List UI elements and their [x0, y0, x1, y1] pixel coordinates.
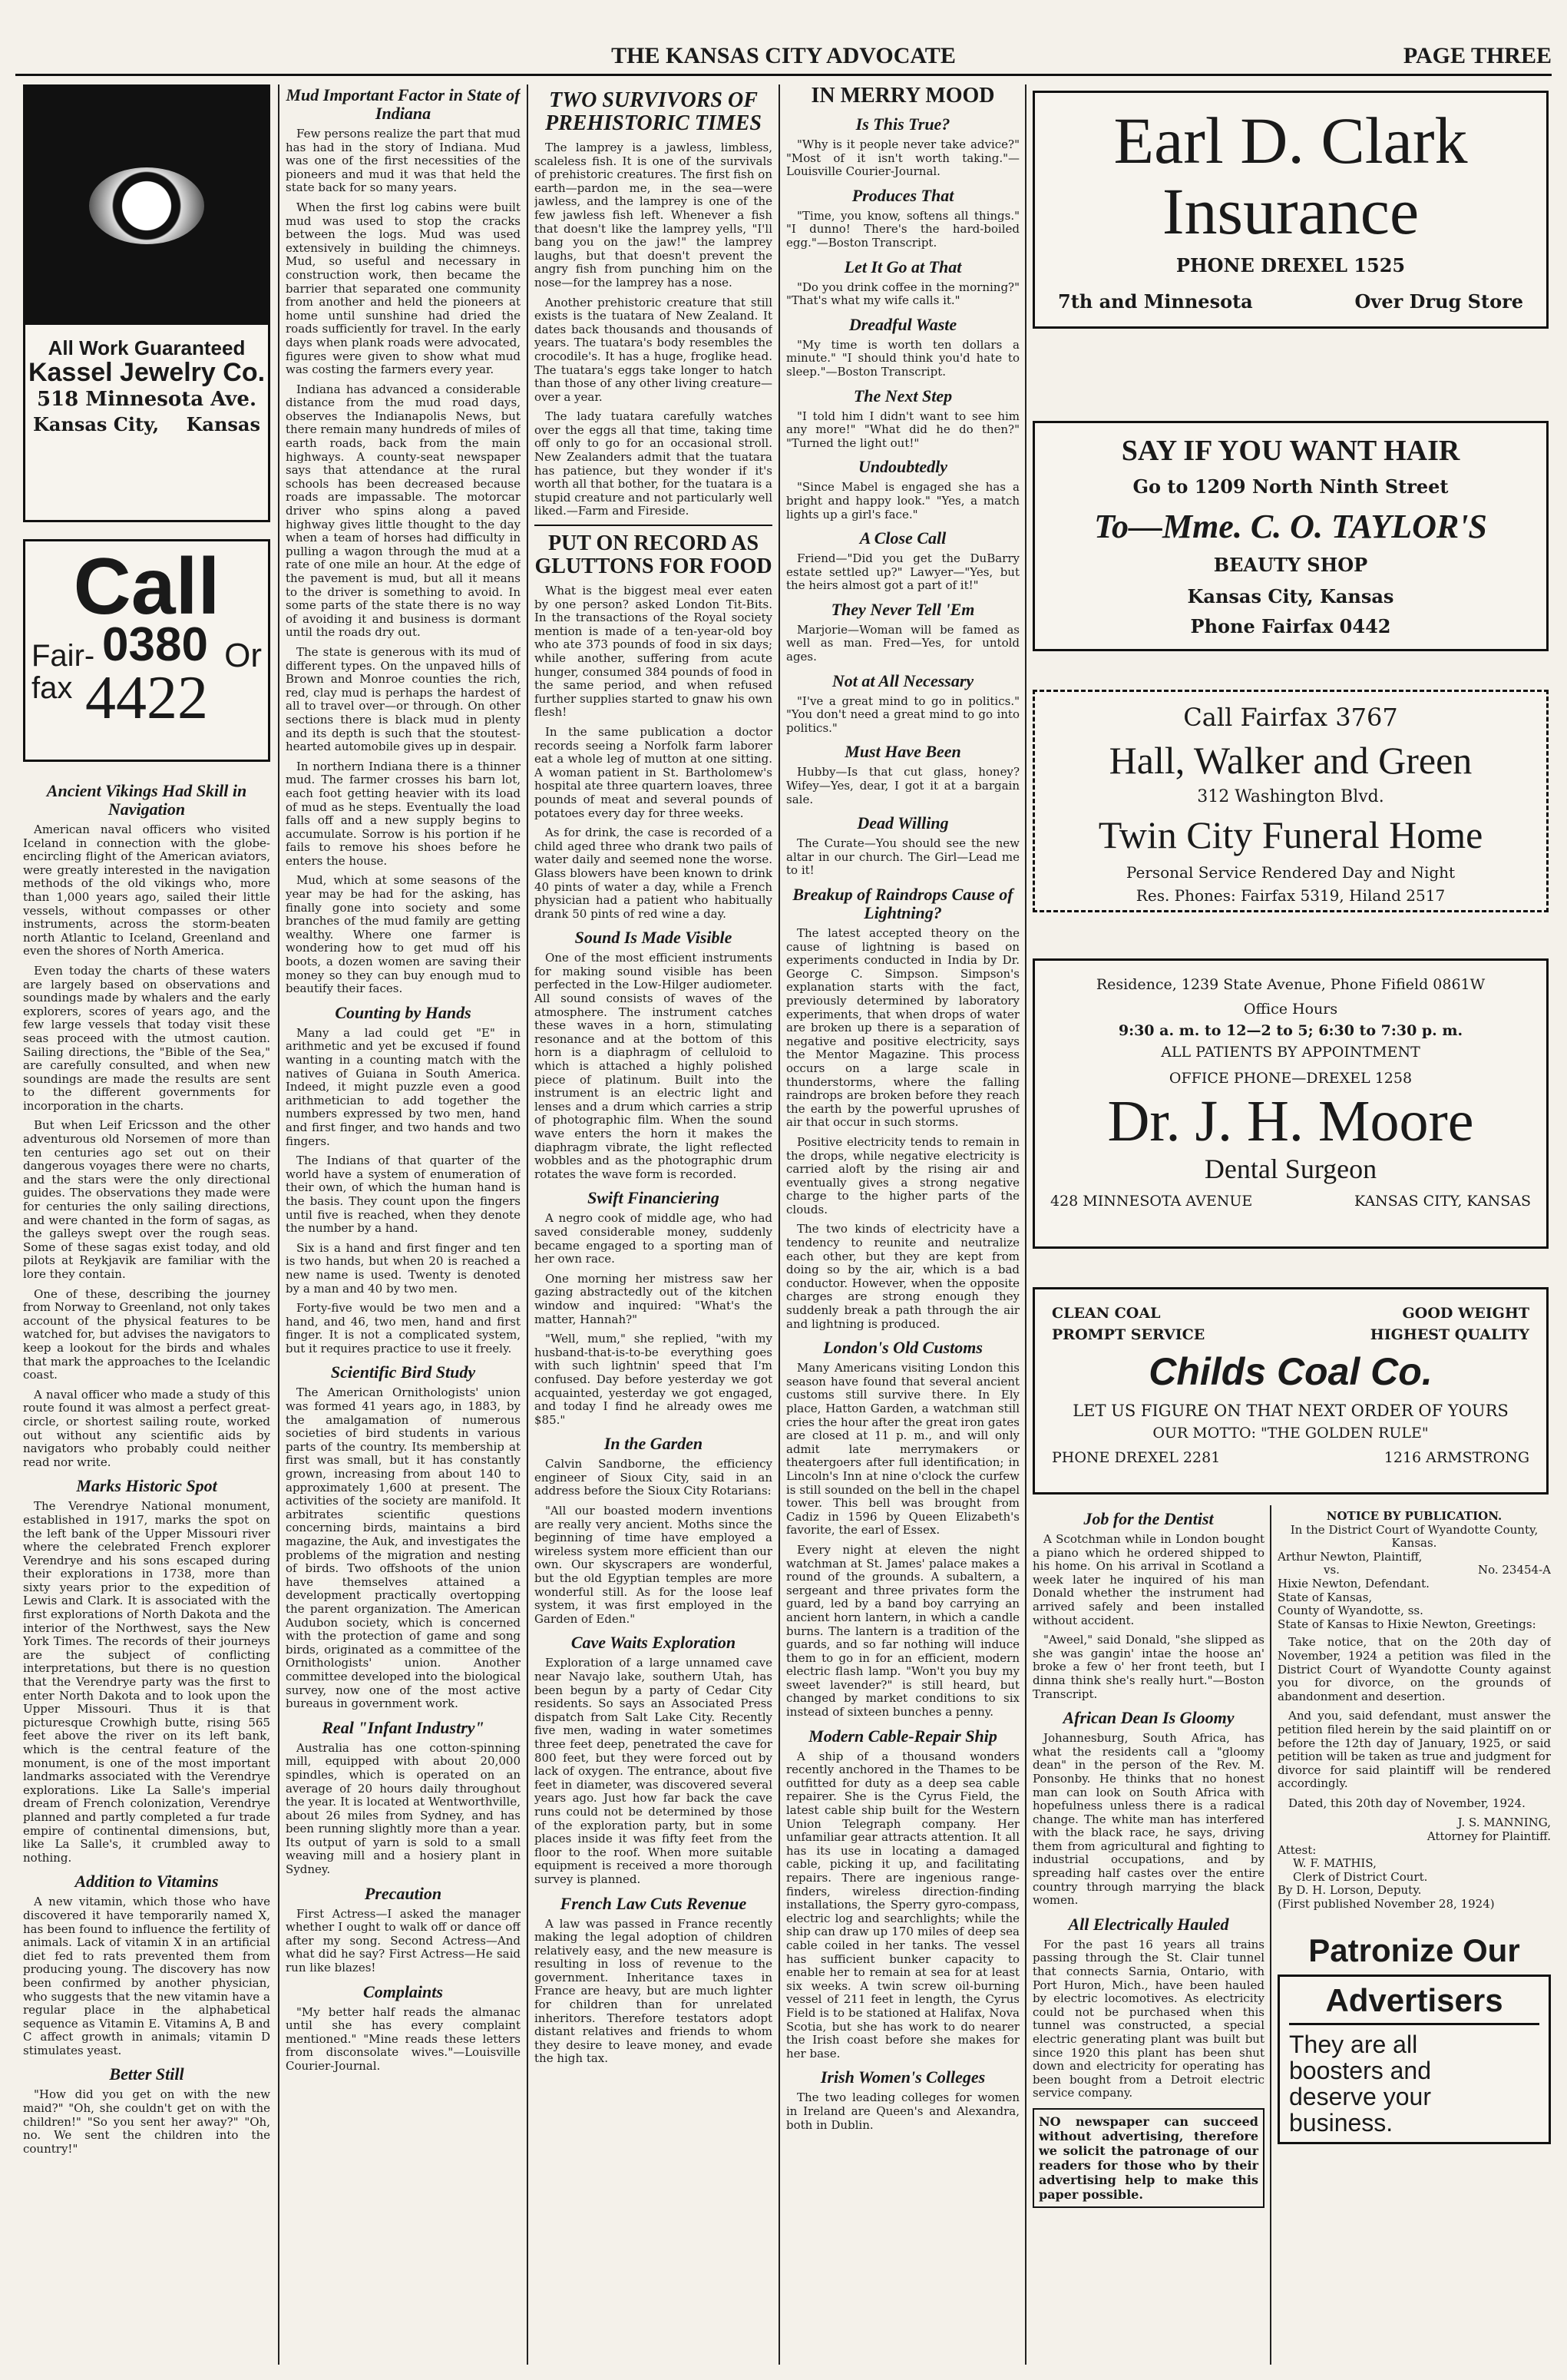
- joke-text: "Time, you know, softens all things." "I dunno! There's the hard-boiled egg."—Boston Transcript.: [786, 208, 1020, 250]
- article-paragraph: Mud, which at some seasons of the year may be had for the asking, has finally gone into society and some branches of the mud family are getting wealthy. Where one farmer is wondering how to get mud off his boots, a dozen women are saving their money so they can buy enough mud to beautify their faces.: [286, 873, 521, 996]
- ad-phone: Res. Phones: Fairfax 5319, Hiland 2517: [1136, 886, 1446, 905]
- masthead: [15, 43, 1552, 76]
- article-headline: Modern Cable-Repair Ship: [808, 1726, 997, 1746]
- notice-line: Arthur Newton, Plaintiff,: [1278, 1549, 1423, 1564]
- ad-phone: PHONE DREXEL 2281: [1052, 1449, 1221, 1466]
- article-paragraph: One morning her mistress saw her gazing abstractedly out of the kitchen window and inquired: "What's the matter, Hannah?": [534, 1271, 772, 1326]
- ad-line: Office Hours: [1243, 1001, 1338, 1018]
- article-paragraph: "My better half reads the almanac until she has every complaint mentioned." "Mine reads these letters from disconsolate wives."—Louisville Courier-Journal.: [286, 2004, 521, 2073]
- article-headline: Counting by Hands: [335, 1002, 471, 1022]
- notice-title: NOTICE BY PUBLICATION.: [1326, 1510, 1503, 1523]
- notice-by-publication: [1278, 1510, 1551, 2365]
- notice-paragraph: Take notice, that on the 20th day of November, 1924 a petition was filed in the District Court of Wyandotte County against you for divorce, on the grounds of abandonment and desertion.: [1278, 1635, 1551, 1703]
- column-3: [534, 84, 772, 2365]
- joke-headline: The Next Step: [853, 386, 953, 405]
- article-headline: All Electrically Hauled: [1068, 1914, 1229, 1934]
- attest: W. F. MATHIS,: [1293, 1856, 1377, 1871]
- column-2: [286, 84, 521, 2365]
- article-headline: TWO SURVIVORS OF PREHISTORIC TIMES: [545, 88, 762, 135]
- ad-name: Twin City Funeral Home: [1098, 813, 1483, 856]
- ad-line: BEAUTY SHOP: [1213, 554, 1368, 576]
- article-headline: Precaution: [364, 1883, 442, 1903]
- article-paragraph: "Aweel," said Donald, "she slipped as she was gangin' intae the hoose an' broke a few o' her front teeth, but I dinna think she's really hurt."—Boston Transcript.: [1033, 1633, 1265, 1701]
- ad-line: ALL PATIENTS BY APPOINTMENT: [1161, 1044, 1420, 1061]
- ad-line: deserve your: [1289, 2082, 1431, 2110]
- joke-text: "Do you drink coffee in the morning?" "That's what my wife calls it.": [786, 280, 1020, 308]
- phone-number-1: 0380: [102, 618, 208, 671]
- article-paragraph: What is the biggest meal ever eaten by one person? asked London Tit-Bits. In the transactions of the Royal society mention is made of a ten-year-old boy who ate 373 pounds of food in six days; while another, suffering from acute hunger, consumed 384 pounds of food in the same period, and when refused further supplies started to gnaw his own flesh!: [534, 584, 772, 720]
- joke-headline: They Never Tell 'Em: [831, 599, 975, 619]
- article-headline: Complaints: [363, 1981, 443, 2001]
- ad-address: 312 Washington Blvd.: [1197, 787, 1384, 806]
- ad-line: Go to 1209 North Ninth Street: [1132, 475, 1449, 498]
- attest: (First published November 28, 1924): [1278, 1897, 1495, 1912]
- column-1: [23, 84, 270, 2365]
- attest: Attest:: [1278, 1842, 1317, 1857]
- ad-location: KANSAS CITY, KANSAS: [1354, 1193, 1531, 1210]
- article-headline: Ancient Vikings Had Skill in Navigation: [46, 781, 247, 819]
- article-headline: Real "Infant Industry": [322, 1717, 484, 1737]
- article-headline: Irish Women's Colleges: [820, 2067, 986, 2087]
- ad-city: Kansas City,: [33, 412, 160, 435]
- ad-line: Personal Service Rendered Day and Night: [1126, 863, 1456, 882]
- paper-name: THE KANSAS CITY ADVOCATE: [611, 43, 956, 68]
- signature: J. S. MANNING,: [1457, 1816, 1551, 1830]
- article-paragraph: Johannesburg, South Africa, has what the residents call a "gloomy dean" in the person of the Rev. M. Ponsonby. He thinks that no honest man can look on South Africa with hopefulness unless there is a radical change. The white man has interfered with the black race, he says, driving them from agricultural and fighting to industrial occupations, and by spreading half castes over the entire country through marrying the black women.: [1033, 1731, 1265, 1908]
- eye-graphic: [25, 87, 268, 325]
- patronize-ad: [1278, 1975, 1551, 2144]
- ad-line: OUR MOTTO: "THE GOLDEN RULE": [1152, 1425, 1429, 1442]
- ad-line: business.: [1289, 2108, 1393, 2137]
- article-headline: Cave Waits Exploration: [570, 1633, 736, 1653]
- article-paragraph: "How did you get on with the new maid?" "Oh, she couldn't get on with the children!" "So you sent her away?" "Oh, no. We sent the children into the country!": [23, 2087, 270, 2156]
- column-5: [1033, 1510, 1265, 2365]
- attest: By D. H. Lorson, Deputy.: [1278, 1883, 1422, 1898]
- article-paragraph: Exploration of a large unnamed cave near Navajo lake, southern Utah, has been begun by a party of Cedar City residents. So says an Associated Press dispatch from Salt Lake City. Recently five men, wading in water sometimes three feet deep, penetrated the cave for 800 feet, but they were forced out by lack of oxygen. The entrance, about five feet in diameter, was discovered several years ago. Just how far back the cave runs could not be determined by those of the exploration party, but in some places inside it was fifty feet from the floor to the roof. When more suitable equipment is received a more thorough survey is planned.: [534, 1656, 772, 1886]
- joke-text: Friend—"Did you get the DuBarry estate settled up?" Lawyer—"Yes, but the heirs almost got a part of it!": [786, 551, 1020, 593]
- article-paragraph: As for drink, the case is recorded of a child aged three who drank two pails of water daily and seemed none the worse. Glass blowers have been known to drink 40 pints of water a day, while a French physician had a patient who habitually drank 50 pints of red wine a day.: [534, 826, 772, 921]
- joke-text: "Since Mabel is engaged she has a bright and happy look." "Yes, a match lights up a girl's face.": [786, 480, 1020, 521]
- article-paragraph: The latest accepted theory on the cause of lightning is based on experiments conducted in India by Dr. George C. Simpson. Simpson's explanation starts with the fact, previously determined by laboratory experiments, that when drops of water are broken up there is a separation of negative and positive electricity, says the Mentor Magazine. This process occurs on a large scale in thunderstorms, where the falling raindrops are broken before they reach the earth by the powerful uprushes of air that occur in such storms.: [786, 926, 1020, 1130]
- joke-headline: A Close Call: [859, 528, 947, 548]
- article-paragraph: Calvin Sandborne, the efficiency engineer of Sioux City, said in an address before the Sioux City Rotarians:: [534, 1457, 772, 1498]
- article-paragraph: One of these, describing the journey from Norway to Greenland, not only takes account of the physical features to be watched for, but advises the navigators to keep a lookout for the birds and whales that mark the approaches to the Icelandic coast.: [23, 1286, 270, 1382]
- ad-line: Kansas City, Kansas: [1187, 585, 1394, 607]
- article-headline: Sound Is Made Visible: [574, 928, 732, 948]
- notice-line: vs.: [1324, 1563, 1340, 1577]
- article-paragraph: The Indians of that quarter of the world have a system of enumeration of their own, of which the human hand is the basis. They count upon the fingers until five is reached, when they denote the number by a hand.: [286, 1154, 521, 1236]
- eye-icon: [89, 167, 204, 244]
- ad-name: Childs Coal Co.: [1149, 1350, 1433, 1393]
- article-paragraph: Even today the charts of these waters are largely based on observations and soundings made by whalers and the early explorers, scores of years ago, and the few large vessels that today visit these seas proceed with the utmost caution. Sailing directions, the "Bible of the Sea," are carefully consulted, and when new soundings are made the results are sent to the different governments for incorporation in the charts.: [23, 963, 270, 1113]
- joke-headline: Produces That: [851, 185, 954, 205]
- article-headline: Mud Important Factor in State of Indiana: [286, 85, 521, 123]
- article-paragraph: Another prehistoric creature that still exists is the tuatara of New Zealand. It dates back thousands and thousands of years. The tuatara's body resembles the crocodile's. It has a huge, froglike head. The tuatara's eggs take longer to hatch than those of any other living creature—over a year.: [534, 295, 772, 404]
- article-paragraph: Many Americans visiting London this season have found that several ancient customs still survive there. In Ely place, Hatton Garden, a watchman still cries the hour after the great iron gates are closed at 11 p. m., and will only admit late merrymakers or theatergoers after full identification; in Lincoln's Inn at nine o'clock the curfew is still sounded on the bell in the chapel tower. This bell was brought from Cadiz in 1596 by Queen Elizabeth's favorite, the earl of Essex.: [786, 1361, 1020, 1538]
- article-paragraph: One of the most efficient instruments for making sound visible has been perfected in the Low-Hilger audiometer. All sound consists of waves of the atmosphere. The instrument catches these waves in a horn, stimulating resonance and at the bottom of this horn is a diaphragm of celluloid to which is attached a highly polished piece of platinum. Built into the instrument is an electric light and lenses and a drum which carries a strip of photographic film. When the sound wave enters the horn it makes the diaphragm vibrate, the light reflected wobbles and as the photographic drum rotates the wave form is recorded.: [534, 951, 772, 1181]
- article-headline: Swift Financiering: [587, 1188, 719, 1208]
- article-paragraph: A Scotchman while in London bought a piano which he ordered shipped to his home. On his arrival in Scotland a week later he inquired of his man Donald whether the instrument had arrived safely and been installed without accident.: [1033, 1532, 1265, 1627]
- joke-headline: Dead Willing: [857, 813, 949, 833]
- article-paragraph: The Verendrye National monument, established in 1917, marks the spot on the left bank of the Upper Missouri river where the celebrated French explorer Verendrye and his sons escaped during their explorations in 1738, more than sixty years prior to the expedition of Lewis and Clark. It is associated with the first explorations of North Dakota and the interior of the Northwest, says the New York Times. The records of their journeys are the subject of conflicting interpretations, but there is no question that the Verendrye party was the first to enter North Dakota and to look upon the Upper Missouri. Thus it is that picturesque Crowhigh butte, rising 565 feet above the river on its left bank, which is the central feature of the monument, is one of the most important landmarks associated with the Verendrye explorations. Like La Salle's imperial dream of French colonization, Verendrye planned and partly completed a fur trade empire of continental dimensions, but, like La Salle's, it crumbled away to nothing.: [23, 1499, 270, 1865]
- column-rule: [278, 84, 279, 2365]
- ad-line: LET US FIGURE ON THAT NEXT ORDER OF YOURS: [1073, 1402, 1509, 1420]
- ad-company: Kassel Jewelry Co.: [28, 357, 266, 387]
- joke-headline: Is This True?: [855, 114, 950, 134]
- notice-line: Hixie Newton, Defendant.: [1278, 1576, 1430, 1591]
- ad-address: 428 MINNESOTA AVENUE: [1050, 1193, 1253, 1210]
- call-fairfax-ad: [23, 539, 270, 762]
- article-headline: African Dean Is Gloomy: [1063, 1708, 1235, 1728]
- fax-word: fax: [31, 671, 73, 705]
- article-paragraph: Every night at eleven the night watchman at St. James' palace makes a round of the grounds. A subaltern, a sergeant and three privates form the guard, led by a band boy carrying an ancient horn lantern, in which a candle burns. The lantern is a tradition of the guards, and so far nothing will induce them to go in for an efficient, modern electric flash lamp. "Won't you buy my sweet lavender?" is still heard, but changed by market conditions to six instead of sixteen bunches a penny.: [786, 1542, 1020, 1720]
- ad-line: They are all: [1289, 2030, 1418, 2058]
- attest: Clerk of District Court.: [1293, 1869, 1428, 1884]
- page-number: PAGE THREE: [1403, 43, 1552, 68]
- clark-insurance-ad: [1033, 91, 1549, 329]
- ad-line: SAY IF YOU WANT HAIR: [1121, 435, 1460, 467]
- article-paragraph: But when Leif Ericsson and the other adventurous old Norsemen of more than ten centuries ago set out on their dangerous voyages there were no charts, and the stars were the only directional guides. The observations they made were for centuries the only sailing directions, and were chanted in the form of sagas, as the galleys swept over the rough seas. Some of these sagas exist today, and old pilots at Reykjavik are familiar with the lore they contain.: [23, 1118, 270, 1281]
- newspaper-advertising-note: NO newspaper can succeed without advertising, therefore we solicit the patronage of our readers for those who by their advertising help to make this paper possible.: [1033, 2108, 1265, 2208]
- article-paragraph: American naval officers who visited Iceland in connection with the globe-encircling flight of the American aviators, were greatly interested in the navigation methods of the old vikings who, more than 1,000 years ago, sailed their little vessels, without compasses or other instruments, across the storm-beaten north Atlantic to Iceland, Greenland and even the shores of North America.: [23, 823, 270, 958]
- column-rule: [527, 84, 528, 2365]
- column-4: [786, 84, 1020, 2365]
- section-title: IN MERRY MOOD: [811, 84, 995, 108]
- dentist-ad: [1033, 958, 1549, 1249]
- notice-paragraph: Dated, this 20th day of November, 1924.: [1288, 1796, 1526, 1810]
- article-paragraph: Few persons realize the part that mud has had in the story of Indiana. Mud was one of the first necessities of the pioneers and mud it was that held the state back for so many years.: [286, 127, 521, 195]
- ad-phone: OFFICE PHONE—DREXEL 1258: [1169, 1070, 1413, 1087]
- article-paragraph: Six is a hand and first finger and ten is two hands, but when 20 is reached a new name is used. Twenty is denoted by a man and 40 by two men.: [286, 1240, 521, 1296]
- article-paragraph: The American Ornithologists' union was formed 41 years ago, in 1883, by the amalgamation of numerous societies of bird students in various parts of the country. Its membership at first was small, but it has constantly grown, increasing from about 140 to approximately 1,600 at present. The activities of the society are manifold. It arbitrates scientific questions concerning birds, maintains a bird magazine, the Auk, and investigates the problems of the migration and nesting of birds. Two offshoots of the union have themselves attained a development practically overtopping the parent organization. The American Audubon society, which is concerned with the protection of game and song birds, originated as a committee of the Ornithologists' union. Another committee developed into the biological survey, now one of the most active bureaus in government work.: [286, 1385, 521, 1711]
- article-paragraph: The lamprey is a jawless, limbless, scaleless fish. It is one of the survivals of prehistoric creatures. The first fish on earth—pardon me, in the sea—were jawless, and the lamprey is one of the few jawless fish left. Whenever a fish that doesn't like the lamprey yells, "I'll bang you on the jaw!" the lamprey laughs, but that doesn't prevent the angry fish from punching him on the nose—for the lamprey has a nose.: [534, 141, 772, 290]
- ad-line: HIGHEST QUALITY: [1370, 1326, 1529, 1343]
- ad-line: boosters and: [1289, 2056, 1432, 2084]
- article-paragraph: First Actress—I asked the manager whether I ought to walk off or dance off after my song. Second Actress—And what did he say? First Actress—He said run like blazes!: [286, 1906, 521, 1975]
- ad-line: PROMPT SERVICE: [1052, 1326, 1205, 1343]
- article-headline: Addition to Vitamins: [74, 1872, 219, 1892]
- joke-headline: Undoubtedly: [858, 457, 948, 477]
- ad-line: GOOD WEIGHT: [1402, 1305, 1529, 1322]
- advertisers-word: Advertisers: [1289, 1983, 1539, 2025]
- article-paragraph: The lady tuatara carefully watches over the eggs all that time, taking time off only to go for an occasional stroll. New Zealanders admit that the tuatara has patience, but they wonder if it's worth all that bother, for the tuatara is a stupid creature and not particularly well liked.—Farm and Fireside.: [534, 409, 772, 518]
- article-paragraph: The state is generous with its mud of different types. On the unpaved hills of Brown and Monroe counties the rich, red, clay mud is perhaps the hardest of all to travel over—or through. On other sections there is black mud in plenty and its depth is such that the stoutest-hearted automobile gives up in despair.: [286, 644, 521, 754]
- joke-text: Marjorie—Woman will be famed as well as man. Fred—Yes, for untold ages.: [786, 622, 1020, 664]
- article-paragraph: A new vitamin, which those who have discovered it have temporarily named X, has been found to influence the fertility of animals. Lack of vitamin X in an artificial diet fed to rats prevented them from producing young. The discovery has now been confirmed by another physician, who suggests that the new vitamin have a regular place in the alphabetical sequence as Vitamin E. Vitamins A, B and C affect growth in animals; vitamin D stimulates yeast.: [23, 1895, 270, 2057]
- article-headline: Job for the Dentist: [1083, 1510, 1214, 1528]
- joke-text: "My time is worth ten dollars a minute." "I should think you'd hate to sleep."—Boston Transcript.: [786, 337, 1020, 379]
- joke-text: "I've a great mind to go in politics." "You don't need a great mind to go into politics.": [786, 693, 1020, 735]
- article-paragraph: A ship of a thousand wonders recently anchored in the Thames to be outfitted for duty as a deep sea cable repairer. She is the Cyrus Field, the latest cable ship built for the Western Union Telegraph company. Her unfamiliar gear attracts attention. It all has its use in locating a damaged cable, picking it up, and facilitating repairs. There are ingenious range-finders, wireless direction-finding installations, the Sperry gyro-compass, electric log and searchlights; while the ship can draw up 170 miles of deep sea cable coiled in her tanks. The vessel has sufficient bunker capacity to enable her to remain at sea for at least six weeks. A twin screw oil-burning vessel of 211 feet in length, the Cyrus Field is to be stationed at Halifax, Nova Scotia, but she has work to do nearer the Irish coast before she makes for her base.: [786, 1749, 1020, 2061]
- joke-text: "Why is it people never take advice?" "Most of it isn't worth taking."—Louisville Courier-Journal.: [786, 137, 1020, 179]
- article-paragraph: A naval officer who made a study of this route found it was almost a perfect great-circle, or shortest sailing route, worked out without any scientific aids by navigators who probably could neither read nor write.: [23, 1387, 270, 1469]
- ad-address: 7th and Minnesota: [1058, 290, 1253, 313]
- ad-line: All Work Guaranteed: [48, 336, 246, 359]
- signature: Attorney for Plaintiff.: [1426, 1829, 1551, 1844]
- article-paragraph: The two leading colleges for women in Ireland are Queen's and Alexandra, both in Dublin.: [786, 2090, 1020, 2132]
- article-paragraph: In northern Indiana there is a thinner mud. The farmer crosses his barn lot, each foot getting heavier with its load of mud as he steps. Eventually the load falls off and a new supply begins to accumulate. Sorrow is his portion if he fails to remove his shoes before he enters the house.: [286, 759, 521, 868]
- article-paragraph: In the same publication a doctor records seeing a Norfolk farm laborer eat a whole leg of mutton at one sitting. A woman patient in St. Bartholomew's hospital ate three quartern loaves, three pounds of meat and several pounds of potatoes every day for three weeks.: [534, 724, 772, 820]
- article-paragraph: A law was passed in France recently making the legal adoption of children relatively easy, and the new measure is resulting in loss of revenue to the government. Inheritance taxes in France are heavy, but are much lighter for children than for unrelated inheritors. Therefore testators adopt distant relatives and friends to whom they desire to leave money, and evade the high tax.: [534, 1916, 772, 2066]
- fair-word: Fair-: [31, 639, 95, 673]
- article-paragraph: Forty-five would be two men and a hand, and 46, two men, hand and first finger. It is not a complicated system, but it requires practice to use it freely.: [286, 1301, 521, 1356]
- ad-name: Hall, Walker and Green: [1109, 739, 1473, 782]
- column-rule: [1270, 1505, 1271, 2365]
- ad-name: Dr. J. H. Moore: [1107, 1089, 1474, 1154]
- ad-phone: PHONE DREXEL 1525: [1175, 254, 1406, 276]
- taylor-beauty-ad: [1033, 421, 1549, 651]
- kassel-jewelry-ad: [23, 84, 270, 522]
- ad-line: Residence, 1239 State Avenue, Phone Fifield 0861W: [1096, 976, 1486, 993]
- article-paragraph: A negro cook of middle age, who had saved considerable money, suddenly became engaged to a sporting man of her own race.: [534, 1211, 772, 1266]
- notice-line: In the District Court of Wyandotte County, Kansas.: [1290, 1522, 1539, 1551]
- article-headline: French Law Cuts Revenue: [560, 1893, 747, 1913]
- joke-headline: Must Have Been: [845, 742, 961, 762]
- ad-location: Over Drug Store: [1354, 290, 1523, 313]
- ad-state: Kansas: [186, 412, 260, 435]
- ad-title: Insurance: [1162, 174, 1420, 248]
- ad-address: 1216 ARMSTRONG: [1384, 1449, 1529, 1466]
- phone-number-2: 4422: [85, 664, 208, 732]
- ad-line: 9:30 a. m. to 12—2 to 5; 6:30 to 7:30 p. m.: [1118, 1022, 1463, 1039]
- joke-headline: Not at All Necessary: [831, 670, 974, 690]
- article-headline: Breakup of Raindrops Cause of Lightning?: [792, 885, 1013, 922]
- article-headline: London's Old Customs: [823, 1338, 983, 1358]
- article-headline: In the Garden: [603, 1434, 703, 1454]
- column-rule: [1025, 84, 1026, 2365]
- ad-address: 518 Minnesota Ave.: [36, 388, 257, 412]
- case-number: No. 23454-A: [1477, 1563, 1551, 1577]
- ad-name: Earl D. Clark: [1113, 104, 1468, 177]
- article-paragraph: The two kinds of electricity have a tendency to reunite and neutralize each other, but they are kept from doing so by the air, which is a bad conductor. However, when the opposite charges are strong enough they suddenly break a path through the air and lightning is produced.: [786, 1222, 1020, 1331]
- childs-coal-ad: [1033, 1287, 1549, 1495]
- joke-headline: Let It Go at That: [844, 257, 962, 276]
- notice-line: State of Kansas to Hixie Newton, Greetings:: [1278, 1617, 1536, 1631]
- column-rule: [779, 84, 780, 2365]
- call-word: Call: [73, 542, 220, 631]
- ad-phone: Phone Fairfax 0442: [1190, 615, 1391, 637]
- article-paragraph: When the first log cabins were built mud was used to stop the cracks between the logs. Mud was used extensively in building the chimneys. Mud, so useful and necessary in construction work, then became the barrier that separated one community from another and held the pioneers at home until sunshine had dried the roads sufficiently for travel. In the early days when plank roads were advocated, figures were given to show what mud was costing the farmers every year.: [286, 200, 521, 377]
- article-paragraph: Indiana has advanced a considerable distance from the mud road days, observes the Indianapolis News, but there remain many hundreds of miles of earth roads, back from the main highways. A county-seat newspaper says that attendance at the rural schools has been decreased because roads are impassable. The motorcar driver who spins along a paved highway gives little thought to the day when a team of horses had difficulty in pulling a wagon through the mud at a rate of one mile an hour. At the edge of the pavement is mud, but all it means to the driver is something to avoid. In some parts of the state there is no way of avoiding it and business is dormant until the roads dry out.: [286, 382, 521, 640]
- article-paragraph: "All our boasted modern inventions are really very ancient. Moths since the beginning of time have employed a wireless system more efficient than our own. Our skyscrapers are wonderful, but the old Egyptian temples are more wonderful still. As for the loose leaf system, it was first employed in the Garden of Eden.": [534, 1504, 772, 1626]
- notice-line: County of Wyandotte, ss.: [1278, 1604, 1423, 1618]
- article-paragraph: Positive electricity tends to remain in the drops, while negative electricity is carried aloft by the rising air and eventually gives a strong negative charge to the higher parts of the clouds.: [786, 1134, 1020, 1216]
- or-word: Or: [224, 637, 262, 674]
- article-paragraph: For the past 16 years all trains passing through the St. Clair tunnel that connects Sarnia, Ontario, with Port Huron, Mich., have been hauled by electric locomotives. As electricity could not be purchased when this tunnel was constructed, a special electric generating plant was built but since 1920 this plant has been shut down and electricity for operating has been bought from a Detroit electric service company.: [1033, 1937, 1265, 2100]
- joke-text: The Curate—You should see the new altar in our church. The Girl—Lead me to it!: [786, 836, 1020, 878]
- article-headline: Marks Historic Spot: [76, 1476, 217, 1496]
- patronize-headline: Patronize Our: [1308, 1931, 1520, 1968]
- joke-text: Hubby—Is that cut glass, honey? Wifey—Yes, dear, I got it at a bargain sale.: [786, 765, 1020, 806]
- article-headline: PUT ON RECORD AS GLUTTONS FOR FOOD: [534, 525, 772, 578]
- article-paragraph: Australia has one cotton-spinning mill, equipped with about 20,000 spindles, which is operated on an average of 20 hours daily throughout the year. It is located at Wentworthville, about 26 miles from Sydney, and has been running slightly more than a year. Its output of yarn is sold to a small weaving mill and a hosiery plant in Sydney.: [286, 1740, 521, 1877]
- joke-headline: Dreadful Waste: [848, 314, 957, 334]
- notice-paragraph: And you, said defendant, must answer the petition filed herein by the said plaintiff on or before the 12th day of January, 1925, or said petition will be taken as true and judgment for divorce for said plaintiff will be rendered accordingly.: [1278, 1709, 1551, 1791]
- ad-line: Dental Surgeon: [1204, 1154, 1377, 1184]
- ad-line: Call Fairfax 3767: [1183, 703, 1398, 732]
- ad-line: CLEAN COAL: [1052, 1305, 1161, 1322]
- joke-text: "I told him I didn't want to see him any more!" "What did he do then?" "Turned the light out!": [786, 409, 1020, 450]
- article-paragraph: "Well, mum," she replied, "with my husband-that-is-to-be everything goes with such lightnin' speed that I'm confused. Day before yesterday we got acquainted, yesterday we got engaged, and today I find he already owes me $85.": [534, 1332, 772, 1427]
- funeral-home-ad: [1033, 690, 1549, 912]
- notice-line: State of Kansas,: [1278, 1590, 1373, 1604]
- article-paragraph: Many a lad could get "E" in arithmetic and yet be excused if found wanting in a counting match with the natives of Guiana in South America. Indeed, it might puzzle even a good arithmetician to add together the numbers expressed by two men, hand and first finger, and two hands and two fingers.: [286, 1025, 521, 1148]
- article-headline: Better Still: [109, 2064, 184, 2084]
- article-headline: Scientific Bird Study: [330, 1362, 476, 1382]
- ad-name: To—Mme. C. O. TAYLOR'S: [1094, 508, 1487, 545]
